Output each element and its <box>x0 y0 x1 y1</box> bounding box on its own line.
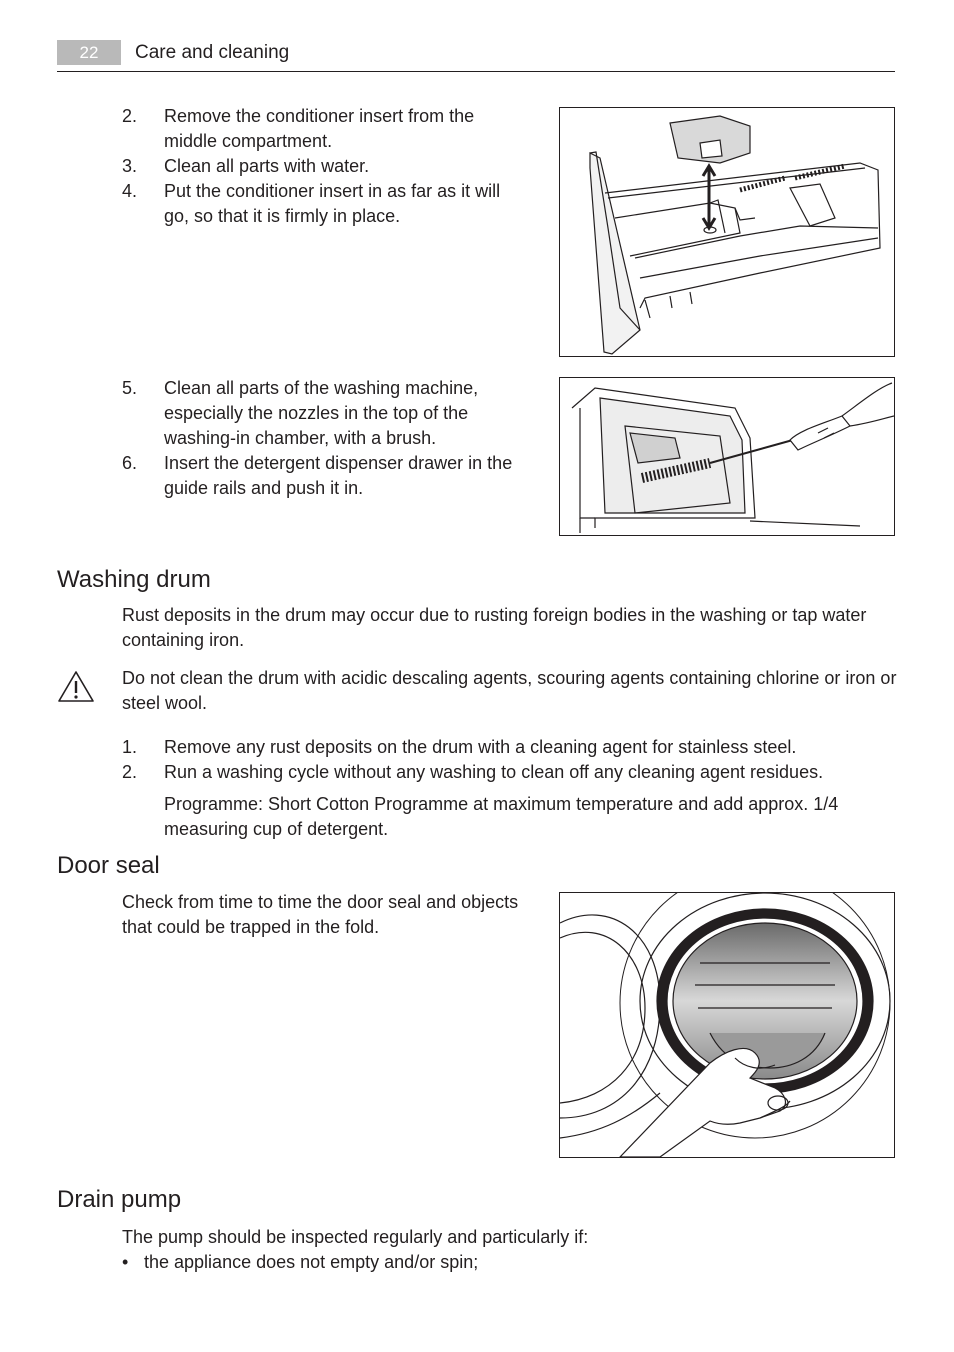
steps-conditioner <box>122 104 512 229</box>
list-item: 1. Remove any rust deposits on the drum with a cleaning agent for stainless steel. <box>122 737 797 757</box>
door-seal-heading: Door seal <box>57 852 160 879</box>
washing-drum-warning: Do not clean the drum with acidic descaling agents, scouring agents containing chlorine or iron or steel wool. <box>122 668 897 713</box>
section-title: Care and cleaning <box>135 42 290 63</box>
page-number: 22 <box>57 40 121 65</box>
door-seal-illustration <box>559 892 895 1158</box>
drain-pump-text: The pump should be inspected regularly and particularly if: • the appliance does not empty and/or spin; <box>122 1225 892 1275</box>
washing-drum-intro: Rust deposits in the drum may occur due to rusting foreign bodies in the washing or tap water containing iron. <box>122 605 867 650</box>
washing-drum-heading: Washing drum <box>57 566 211 593</box>
programme-note: Programme: Short Cotton Programme at maximum temperature and add approx. 1/4 measuring cup of detergent. <box>164 794 839 839</box>
washing-drum-steps <box>122 735 892 842</box>
list-item: 2. Run a washing cycle without any washing to clean off any cleaning agent residues. <box>122 762 824 782</box>
dispenser-drawer-illustration <box>559 107 895 357</box>
brush-cleaning-illustration <box>559 377 895 536</box>
list-item: 4. Put the conditioner insert in as far as it will go, so that it is firmly in place. <box>122 181 501 226</box>
list-item: 5. Clean all parts of the washing machine, especially the nozzles in the top of the washing-in chamber, with a brush. <box>122 378 479 448</box>
list-item: 2. Remove the conditioner insert from the middle compartment. <box>122 106 475 151</box>
list-item: 6. Insert the detergent dispenser drawer in the guide rails and push it in. <box>122 453 513 498</box>
list-item: • the appliance does not empty and/or spin; <box>122 1252 479 1272</box>
list-item: 3. Clean all parts with water. <box>122 156 370 176</box>
warning-icon <box>57 670 95 709</box>
steps-brush <box>122 376 517 501</box>
door-seal-text: Check from time to time the door seal and objects that could be trapped in the fold. <box>122 892 519 937</box>
drain-pump-heading: Drain pump <box>57 1186 182 1213</box>
page-header <box>57 40 895 72</box>
